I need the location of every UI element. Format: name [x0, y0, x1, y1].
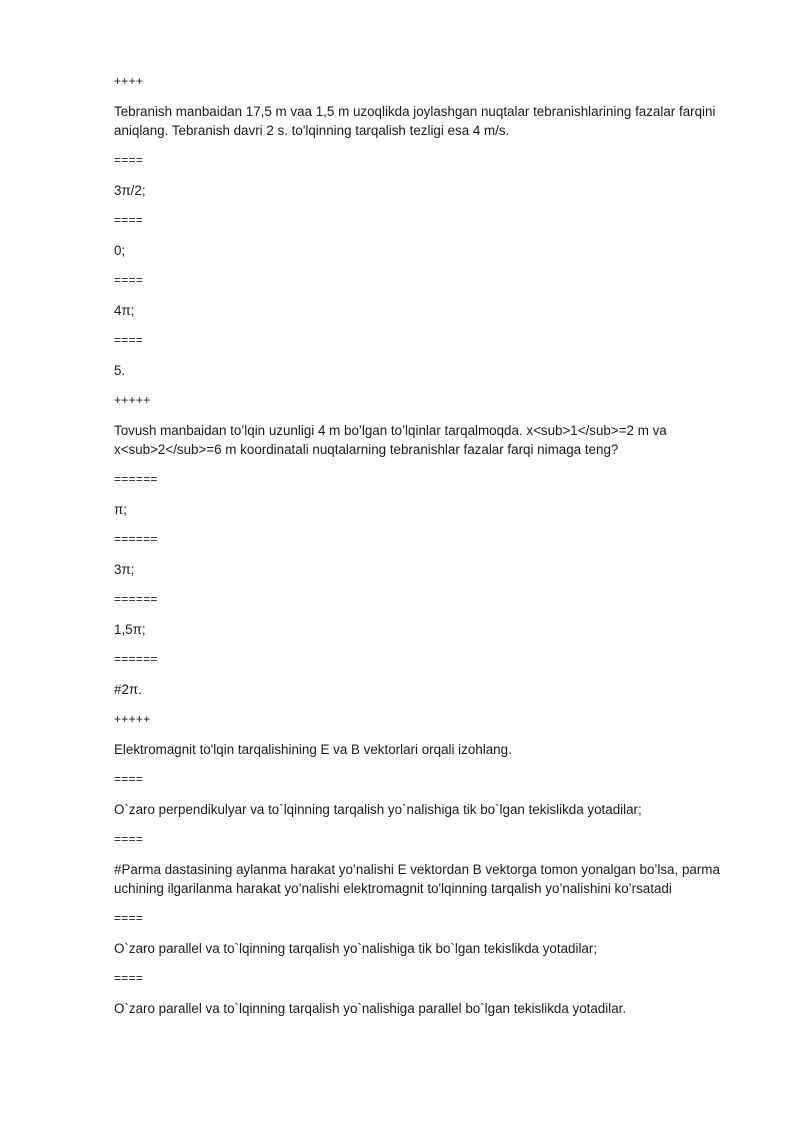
- answer-option: 5.: [114, 363, 126, 378]
- separator-line: ====: [114, 772, 144, 786]
- answer-option: #2π.: [114, 682, 142, 697]
- answer-option: 3π/2;: [114, 183, 146, 198]
- separator-line: ====: [114, 333, 144, 347]
- answer-option: O`zaro parallel va to`lqinning tarqalish yo`nalishiga tik bo`lgan tekislikda yotadilar;: [114, 941, 598, 956]
- separator-line: ======: [114, 652, 158, 666]
- answer-option: O`zaro perpendikulyar va to`lqinning tarqalish yo`nalishiga tik bo`lgan tekislikda yotadilar;: [114, 802, 642, 817]
- answer-option: π;: [114, 502, 127, 517]
- separator-line: ======: [114, 472, 158, 486]
- document-body: [114, 72, 730, 1029]
- separator-line: ====: [114, 911, 144, 925]
- separator-line: ====: [114, 273, 144, 287]
- separator-line: ======: [114, 592, 158, 606]
- separator-line: ====: [114, 971, 144, 985]
- separator-line: +++++: [114, 712, 151, 726]
- answer-option: #Parma dastasining aylanma harakat yo’nalishi E vektordan B vektorga tomon yonalgan bo’lsa, parma uchining ilgarilanma harakat yo’nalishi elektromagnit to'lqinning tarqalish yo’nalishini ko’rsatadi: [114, 862, 720, 896]
- answer-option: 0;: [114, 243, 126, 258]
- separator-line: +++++: [114, 393, 151, 407]
- separator-line: ====: [114, 832, 144, 846]
- question-text: Elektromagnit to'lqin tarqalishining E va B vektorlari orqali izohlang.: [114, 742, 512, 757]
- separator-line: ====: [114, 153, 144, 167]
- answer-option: 1,5π;: [114, 622, 146, 637]
- question-text: Tebranish manbaidan 17,5 m vaa 1,5 m uzoqlikda joylashgan nuqtalar tebranishlarining fazalar farqini aniqlang. Tebranish davri 2 s. to'lqinning tarqalish tezligi esa 4 m/s.: [114, 104, 716, 138]
- answer-option: 4π;: [114, 303, 135, 318]
- separator-line: ++++: [114, 74, 144, 88]
- separator-line: ======: [114, 532, 158, 546]
- answer-option: O`zaro parallel va to`lqinning tarqalish yo`nalishiga parallel bo`lgan tekislikda yotadilar.: [114, 1001, 627, 1016]
- answer-option: 3π;: [114, 562, 135, 577]
- question-text: Tovush manbaidan to’lqin uzunligi 4 m bo’lgan to’lqinlar tarqalmoqda. x<sub>1</sub>=2 m va x<sub>2</sub>=6 m koordinatali nuqtalarning tebranishlar fazalar farqi nimaga teng?: [114, 423, 667, 457]
- separator-line: ====: [114, 213, 144, 227]
